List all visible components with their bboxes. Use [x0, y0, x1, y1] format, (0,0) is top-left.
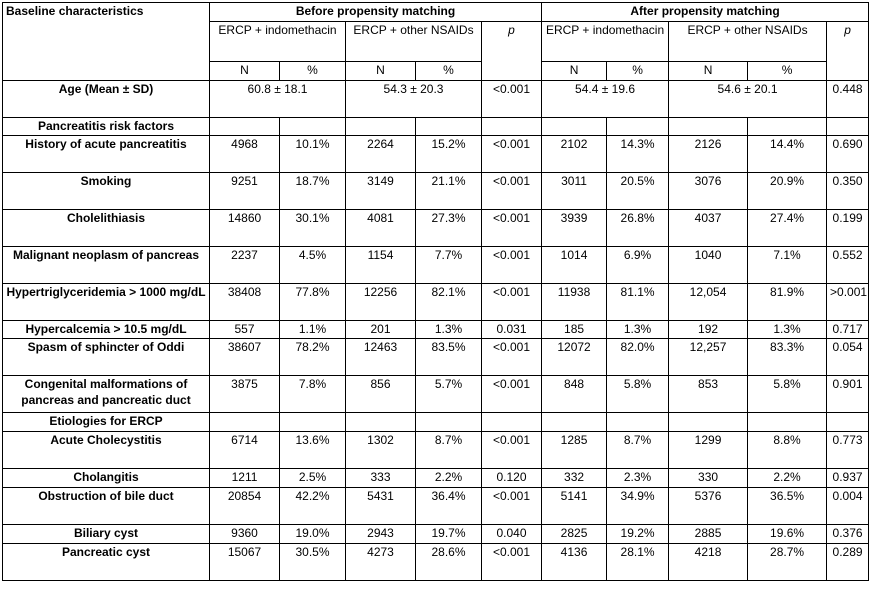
table-cell: 0.031: [482, 321, 542, 339]
table-cell: 2126: [669, 136, 748, 173]
row-label: Spasm of sphincter of Oddi: [3, 339, 210, 376]
table-cell: 330: [669, 469, 748, 488]
age-label: Age (Mean ± SD): [3, 81, 210, 118]
table-cell: 856: [346, 376, 416, 413]
table-cell: 0.690: [827, 136, 869, 173]
table-cell: 34.9%: [607, 488, 669, 525]
table-cell: 0.040: [482, 525, 542, 544]
table-cell: 28.7%: [748, 544, 827, 581]
table-cell: 1285: [542, 432, 607, 469]
row-label: Biliary cyst: [3, 525, 210, 544]
n-header: N: [542, 62, 607, 81]
table-cell: 2885: [669, 525, 748, 544]
table-cell: 853: [669, 376, 748, 413]
pct-header: %: [280, 62, 346, 81]
table-cell: 1.3%: [416, 321, 482, 339]
table-cell: 6714: [210, 432, 280, 469]
table-cell: <0.001: [482, 247, 542, 284]
table-cell: 4273: [346, 544, 416, 581]
table-cell: 2.2%: [416, 469, 482, 488]
table-cell: 3875: [210, 376, 280, 413]
table-cell: 333: [346, 469, 416, 488]
row-label: Cholangitis: [3, 469, 210, 488]
table-cell: 81.1%: [607, 284, 669, 321]
row-label: Hypertriglyceridemia > 1000 mg/dL: [3, 284, 210, 321]
table-cell: <0.001: [482, 210, 542, 247]
table-cell: 1040: [669, 247, 748, 284]
table-cell: 18.7%: [280, 173, 346, 210]
section-row-etiology: [3, 413, 869, 432]
table-cell: 1302: [346, 432, 416, 469]
table-row: [3, 210, 869, 247]
table-cell: 3939: [542, 210, 607, 247]
table-cell: 0.717: [827, 321, 869, 339]
table-cell: 3076: [669, 173, 748, 210]
row-label: Obstruction of bile duct: [3, 488, 210, 525]
after-matching-header: After propensity matching: [542, 3, 869, 22]
table-cell: 0.350: [827, 173, 869, 210]
age-before-indomethacin: 60.8 ± 18.1: [210, 81, 346, 118]
table-row: [3, 376, 869, 413]
after-p-header: p: [827, 22, 869, 81]
table-cell: 14.3%: [607, 136, 669, 173]
row-label: Acute Cholecystitis: [3, 432, 210, 469]
row-label: Smoking: [3, 173, 210, 210]
table-cell: 12,257: [669, 339, 748, 376]
table-row: [3, 525, 869, 544]
table-cell: 82.0%: [607, 339, 669, 376]
table-cell: 20.5%: [607, 173, 669, 210]
section-etiologies: Etiologies for ERCP: [3, 413, 210, 432]
table-cell: 0.901: [827, 376, 869, 413]
table-cell: 27.4%: [748, 210, 827, 247]
table-cell: 0.773: [827, 432, 869, 469]
table-cell: <0.001: [482, 544, 542, 581]
header-row-1: [3, 3, 869, 22]
table-cell: 557: [210, 321, 280, 339]
age-row: [3, 81, 869, 118]
table-cell: 0.054: [827, 339, 869, 376]
row-label: Cholelithiasis: [3, 210, 210, 247]
table-cell: 5141: [542, 488, 607, 525]
table-cell: 332: [542, 469, 607, 488]
before-p-header: p: [482, 22, 542, 81]
table-cell: 12,054: [669, 284, 748, 321]
age-before-nsaids: 54.3 ± 20.3: [346, 81, 482, 118]
table-cell: 28.6%: [416, 544, 482, 581]
table-cell: 2825: [542, 525, 607, 544]
row-label: Pancreatic cyst: [3, 544, 210, 581]
table-cell: 19.2%: [607, 525, 669, 544]
table-cell: 13.6%: [280, 432, 346, 469]
table-cell: 7.1%: [748, 247, 827, 284]
table-cell: 5431: [346, 488, 416, 525]
table-row: [3, 136, 869, 173]
n-header: N: [669, 62, 748, 81]
table-cell: 2237: [210, 247, 280, 284]
table-cell: 201: [346, 321, 416, 339]
after-nsaids-header: ERCP + other NSAIDs: [669, 22, 827, 62]
table-cell: <0.001: [482, 432, 542, 469]
table-cell: 8.7%: [416, 432, 482, 469]
pct-header: %: [416, 62, 482, 81]
table-cell: 2102: [542, 136, 607, 173]
table-cell: 19.0%: [280, 525, 346, 544]
table-cell: 19.7%: [416, 525, 482, 544]
table-cell: 20854: [210, 488, 280, 525]
table-cell: 3011: [542, 173, 607, 210]
table-cell: 4968: [210, 136, 280, 173]
table-cell: 0.289: [827, 544, 869, 581]
table-cell: 78.2%: [280, 339, 346, 376]
table-cell: 5.8%: [748, 376, 827, 413]
table-cell: 1211: [210, 469, 280, 488]
table-cell: 0.552: [827, 247, 869, 284]
table-cell: 15.2%: [416, 136, 482, 173]
table-cell: 26.8%: [607, 210, 669, 247]
table-row: [3, 469, 869, 488]
table-cell: 82.1%: [416, 284, 482, 321]
table-cell: 15067: [210, 544, 280, 581]
table-cell: 28.1%: [607, 544, 669, 581]
table-row: [3, 247, 869, 284]
row-label: History of acute pancreatitis: [3, 136, 210, 173]
table-cell: 7.7%: [416, 247, 482, 284]
table-cell: 5.8%: [607, 376, 669, 413]
table-cell: <0.001: [482, 284, 542, 321]
table-cell: 1299: [669, 432, 748, 469]
n-header: N: [346, 62, 416, 81]
table-cell: 38607: [210, 339, 280, 376]
table-cell: 0.376: [827, 525, 869, 544]
table-row: [3, 321, 869, 339]
table-cell: 0.199: [827, 210, 869, 247]
table-cell: 2.3%: [607, 469, 669, 488]
table-cell: 848: [542, 376, 607, 413]
table-cell: 1.3%: [607, 321, 669, 339]
table-cell: 4081: [346, 210, 416, 247]
table-cell: 1.3%: [748, 321, 827, 339]
table-cell: 77.8%: [280, 284, 346, 321]
row-label: Malignant neoplasm of pancreas: [3, 247, 210, 284]
table-cell: 30.1%: [280, 210, 346, 247]
row-label: Hypercalcemia > 10.5 mg/dL: [3, 321, 210, 339]
section-risk-factors: Pancreatitis risk factors: [3, 118, 210, 136]
table-cell: 11938: [542, 284, 607, 321]
table-cell: 0.004: [827, 488, 869, 525]
table-cell: 36.5%: [748, 488, 827, 525]
after-indomethacin-header: ERCP + indomethacin: [542, 22, 669, 62]
table-cell: 81.9%: [748, 284, 827, 321]
table-row: [3, 173, 869, 210]
before-nsaids-header: ERCP + other NSAIDs: [346, 22, 482, 62]
table-cell: 3149: [346, 173, 416, 210]
table-cell: 0.120: [482, 469, 542, 488]
table-cell: 21.1%: [416, 173, 482, 210]
table-cell: 1154: [346, 247, 416, 284]
table-cell: 185: [542, 321, 607, 339]
table-cell: 6.9%: [607, 247, 669, 284]
table-row: [3, 488, 869, 525]
table-cell: 27.3%: [416, 210, 482, 247]
table-cell: <0.001: [482, 339, 542, 376]
age-after-nsaids: 54.6 ± 20.1: [669, 81, 827, 118]
table-row: [3, 284, 869, 321]
age-after-p: 0.448: [827, 81, 869, 118]
table-cell: 192: [669, 321, 748, 339]
table-cell: 83.5%: [416, 339, 482, 376]
etiologies-body: [3, 432, 869, 581]
table-cell: 38408: [210, 284, 280, 321]
table-cell: 4037: [669, 210, 748, 247]
table-cell: 12072: [542, 339, 607, 376]
table-cell: 9251: [210, 173, 280, 210]
table-cell: 2943: [346, 525, 416, 544]
table-cell: 12256: [346, 284, 416, 321]
age-before-p: <0.001: [482, 81, 542, 118]
table-cell: 7.8%: [280, 376, 346, 413]
table-cell: 1014: [542, 247, 607, 284]
table-cell: >0.001: [827, 284, 869, 321]
table-cell: 0.937: [827, 469, 869, 488]
age-after-indomethacin: 54.4 ± 19.6: [542, 81, 669, 118]
table-cell: 10.1%: [280, 136, 346, 173]
table-cell: 14860: [210, 210, 280, 247]
pct-header: %: [748, 62, 827, 81]
table-cell: 12463: [346, 339, 416, 376]
table-cell: 4218: [669, 544, 748, 581]
table-cell: 14.4%: [748, 136, 827, 173]
table-cell: 19.6%: [748, 525, 827, 544]
n-header: N: [210, 62, 280, 81]
table-cell: 1.1%: [280, 321, 346, 339]
before-matching-header: Before propensity matching: [210, 3, 542, 22]
table-cell: 4.5%: [280, 247, 346, 284]
baseline-characteristics-table: [2, 2, 869, 581]
risk-factors-body: [3, 136, 869, 413]
table-cell: <0.001: [482, 488, 542, 525]
table-cell: 83.3%: [748, 339, 827, 376]
pct-header: %: [607, 62, 669, 81]
before-indomethacin-header: ERCP + indomethacin: [210, 22, 346, 62]
baseline-header: Baseline characteristics: [3, 3, 210, 81]
table-row: [3, 544, 869, 581]
table-cell: 5.7%: [416, 376, 482, 413]
table-cell: 20.9%: [748, 173, 827, 210]
table-cell: 36.4%: [416, 488, 482, 525]
table-cell: 9360: [210, 525, 280, 544]
table-cell: <0.001: [482, 136, 542, 173]
table-row: [3, 432, 869, 469]
table-cell: <0.001: [482, 376, 542, 413]
table-cell: 8.8%: [748, 432, 827, 469]
table-cell: 2.5%: [280, 469, 346, 488]
table-cell: 42.2%: [280, 488, 346, 525]
table-cell: 2.2%: [748, 469, 827, 488]
table-cell: 30.5%: [280, 544, 346, 581]
table-cell: 4136: [542, 544, 607, 581]
table-cell: 2264: [346, 136, 416, 173]
table-cell: 8.7%: [607, 432, 669, 469]
table-cell: <0.001: [482, 173, 542, 210]
row-label: Congenital malformations of pancreas and pancreatic duct: [3, 376, 210, 413]
section-row-risk: [3, 118, 869, 136]
table-cell: 5376: [669, 488, 748, 525]
table-row: [3, 339, 869, 376]
